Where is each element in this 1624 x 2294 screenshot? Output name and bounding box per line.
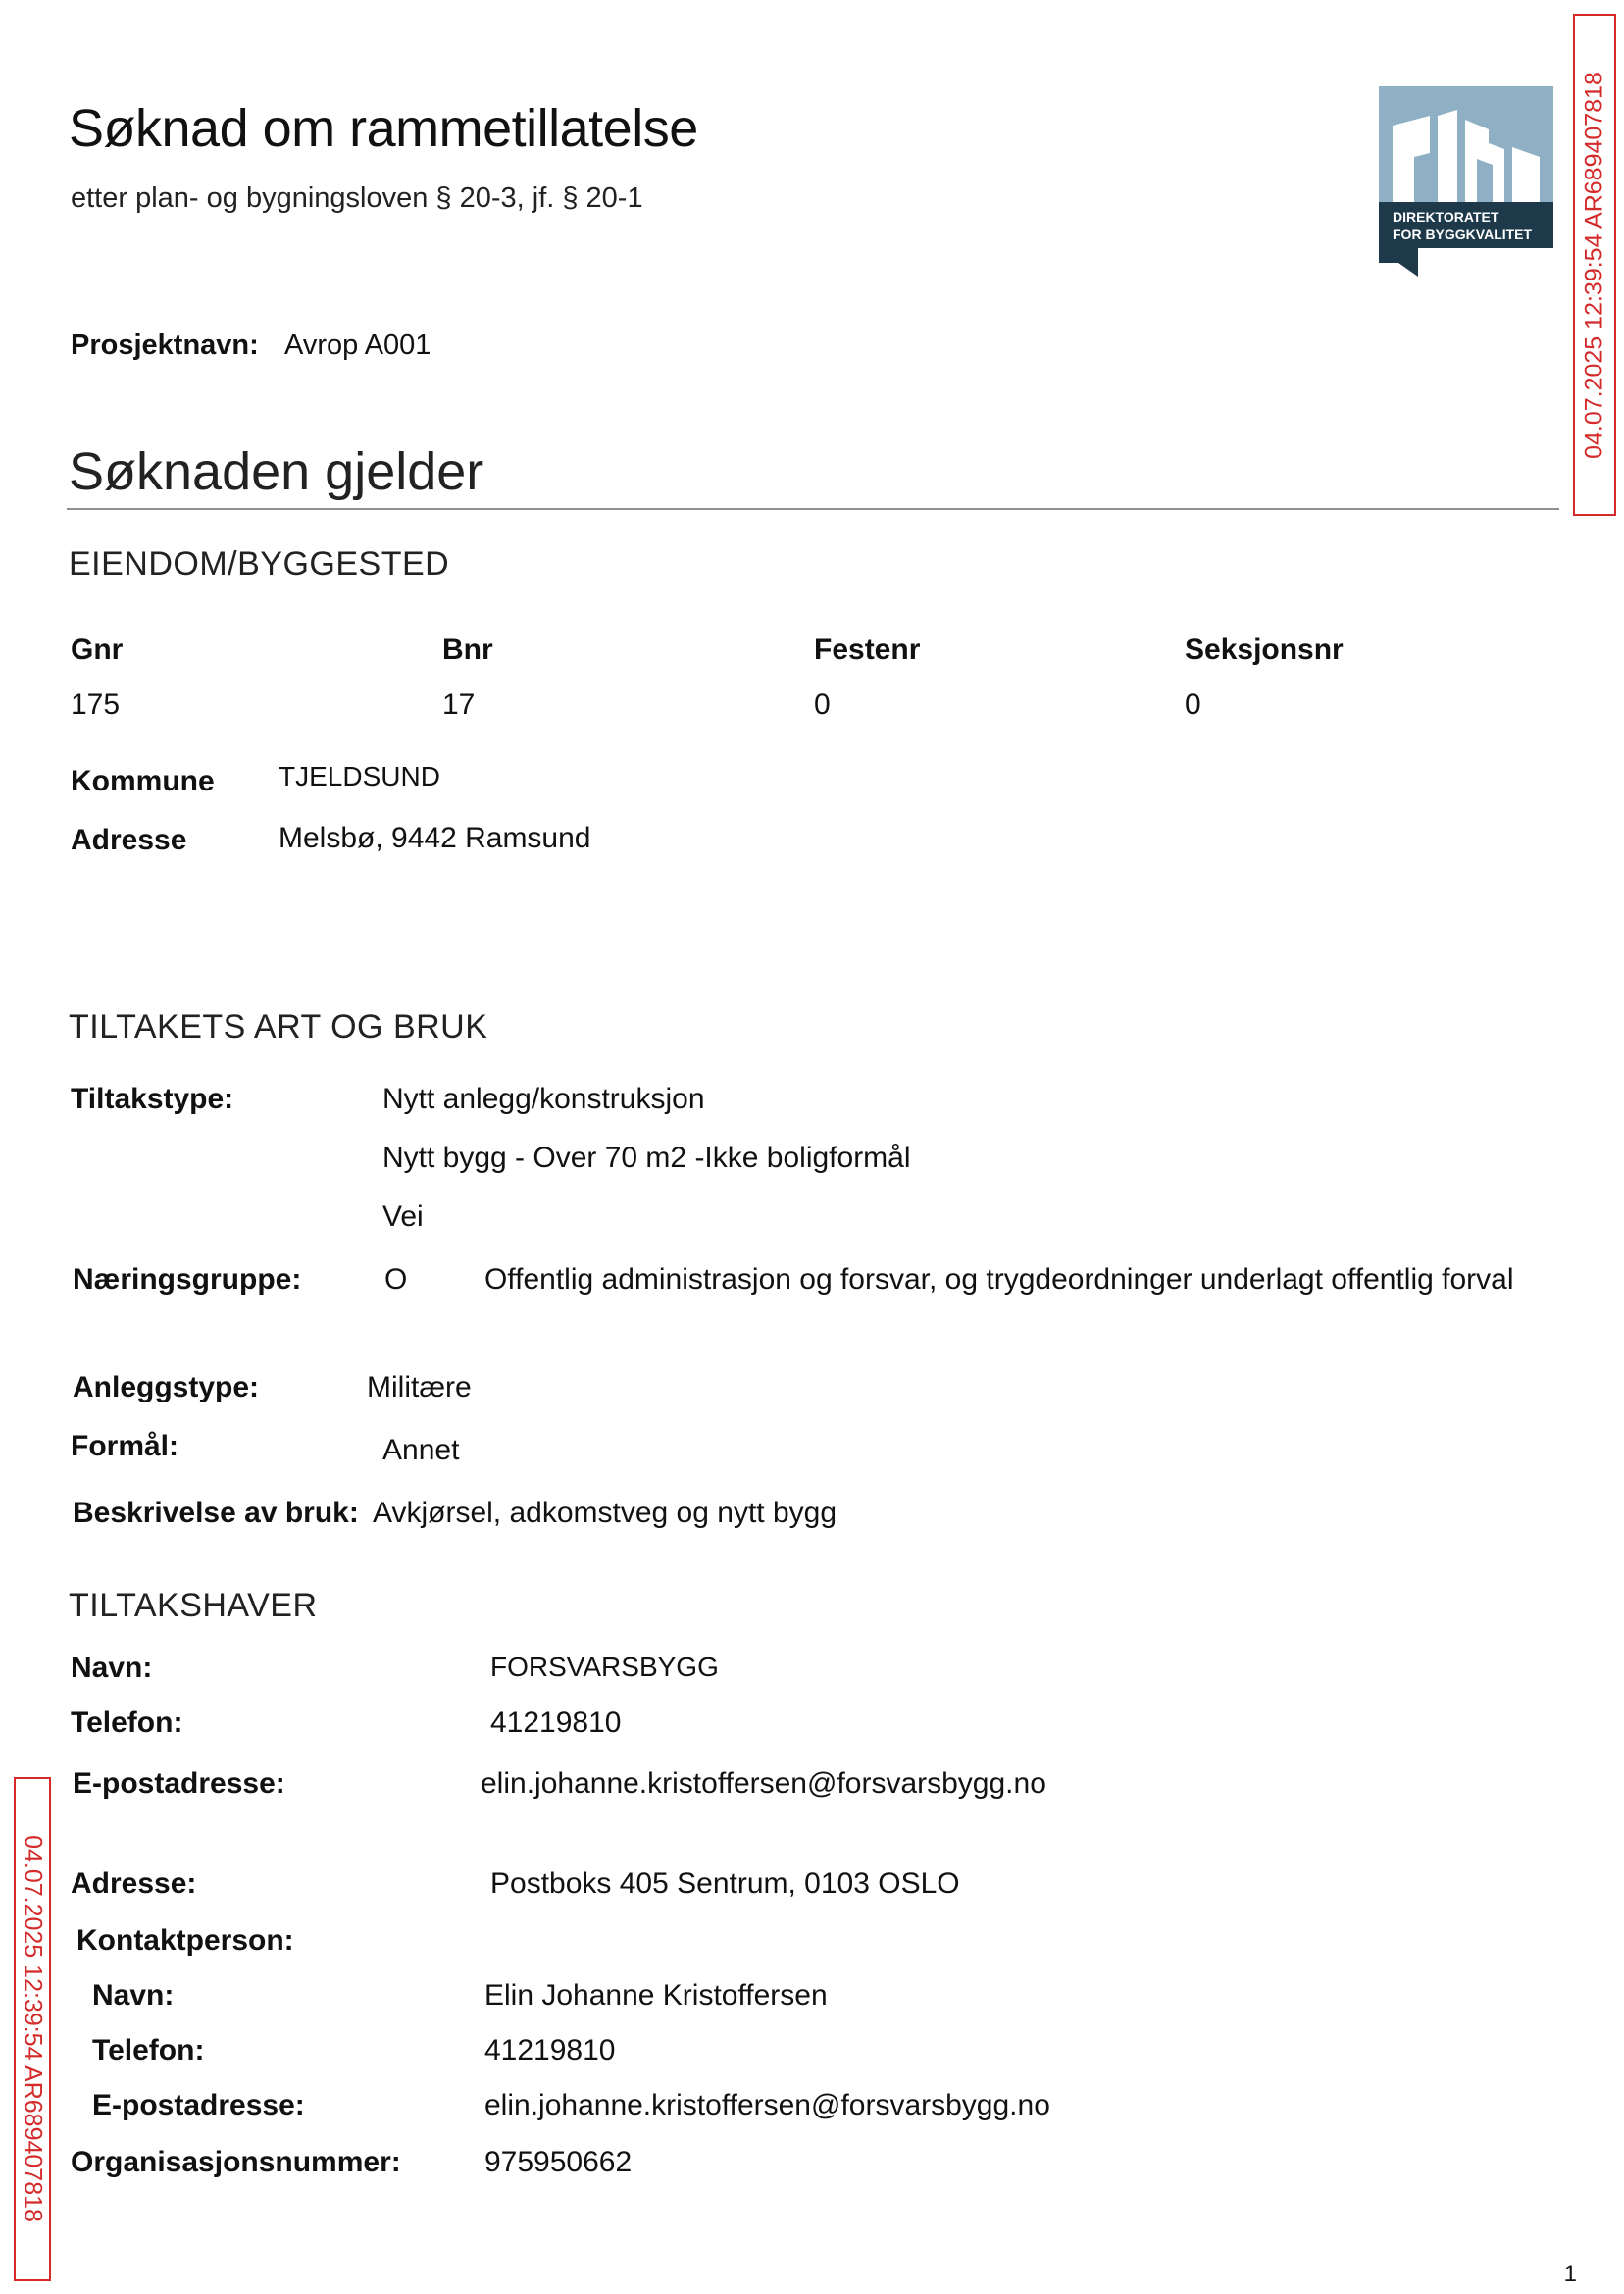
- gnr-label: Gnr: [71, 634, 124, 666]
- org-nummer-value: 975950662: [484, 2146, 633, 2178]
- stamp-text: 04.07.2025 12:39:54 AR689407818: [19, 1835, 47, 2222]
- beskrivelse-label: Beskrivelse av bruk:: [73, 1497, 359, 1529]
- kp-telefon-value: 41219810: [484, 2034, 616, 2066]
- th-navn-value: FORSVARSBYGG: [490, 1652, 719, 1682]
- org-nummer-label: Organisasjonsnummer:: [71, 2146, 401, 2178]
- naeringsgruppe-text: Offentlig administrasjon og forsvar, og trygdeordninger underlagt offentlig forval: [484, 1263, 1514, 1296]
- anleggstype-value: Militære: [367, 1371, 472, 1403]
- festenr-label: Festenr: [814, 634, 921, 666]
- anleggstype-label: Anleggstype:: [73, 1371, 260, 1403]
- kontaktperson-label: Kontaktperson:: [76, 1924, 294, 1957]
- th-adresse-value: Postboks 405 Sentrum, 0103 OSLO: [490, 1867, 960, 1900]
- timestamp-stamp-top: [1573, 14, 1616, 516]
- tiltak-heading: TILTAKETS ART OG BRUK: [69, 1008, 488, 1045]
- kommune-value: TJELDSUND: [279, 761, 440, 791]
- th-navn-label: Navn:: [71, 1652, 153, 1684]
- kp-epost-label: E-postadresse:: [92, 2089, 305, 2121]
- th-adresse-label: Adresse:: [71, 1867, 197, 1900]
- beskrivelse-value: Avkjørsel, adkomstveg og nytt bygg: [373, 1497, 837, 1529]
- dibk-logo-graphic: [1379, 86, 1553, 277]
- seksjonsnr-label: Seksjonsnr: [1185, 634, 1344, 666]
- adresse-value: Melsbø, 9442 Ramsund: [279, 822, 591, 854]
- tiltakshaver-heading: TILTAKSHAVER: [69, 1587, 318, 1624]
- th-epost-label: E-postadresse:: [73, 1767, 285, 1800]
- adresse-label: Adresse: [71, 824, 187, 856]
- property-heading: EIENDOM/BYGGESTED: [69, 545, 450, 583]
- section-title: Søknaden gjelder: [69, 442, 484, 501]
- gnr-value: 175: [71, 688, 121, 721]
- kp-navn-value: Elin Johanne Kristoffersen: [484, 1979, 828, 2012]
- th-telefon-value: 41219810: [490, 1707, 622, 1739]
- project-name-value: Avrop A001: [284, 330, 431, 361]
- document-subtitle: etter plan- og bygningsloven § 20-3, jf. § 20-1: [71, 182, 643, 214]
- tiltakstype-label: Tiltakstype:: [71, 1083, 234, 1115]
- logo-text-line1: DIREKTORATET: [1393, 209, 1499, 225]
- th-epost-value: elin.johanne.kristoffersen@forsvarsbygg.no: [481, 1767, 1046, 1800]
- bnr-label: Bnr: [442, 634, 493, 666]
- festenr-value: 0: [814, 688, 831, 721]
- formal-value: Annet: [382, 1434, 460, 1466]
- formal-label: Formål:: [71, 1430, 179, 1462]
- kp-epost-value: elin.johanne.kristoffersen@forsvarsbygg.no: [484, 2089, 1050, 2121]
- naeringsgruppe-label: Næringsgruppe:: [73, 1263, 302, 1296]
- bnr-value: 17: [442, 688, 476, 721]
- logo-text-line2: FOR BYGGKVALITET: [1393, 227, 1533, 242]
- document-title: Søknad om rammetillatelse: [69, 99, 698, 158]
- th-telefon-label: Telefon:: [71, 1707, 183, 1739]
- seksjonsnr-value: 0: [1185, 688, 1201, 721]
- page-number: 1: [1563, 2261, 1577, 2287]
- kp-navn-label: Navn:: [92, 1979, 175, 2012]
- kp-telefon-label: Telefon:: [92, 2034, 205, 2066]
- kommune-label: Kommune: [71, 765, 215, 797]
- tiltakstype-value-2: Nytt bygg - Over 70 m2 -Ikke boligformål: [382, 1142, 911, 1174]
- project-name-label: Prosjektnavn:: [71, 330, 259, 361]
- naeringsgruppe-code: O: [384, 1263, 408, 1296]
- section-divider: [67, 508, 1559, 510]
- timestamp-stamp-bottom: [14, 1777, 51, 2281]
- stamp-text: 04.07.2025 12:39:54 AR689407818: [1580, 72, 1608, 459]
- dibk-logo: [1379, 86, 1553, 277]
- tiltakstype-value-1: Nytt anlegg/konstruksjon: [382, 1083, 705, 1115]
- tiltakstype-value-3: Vei: [382, 1200, 424, 1233]
